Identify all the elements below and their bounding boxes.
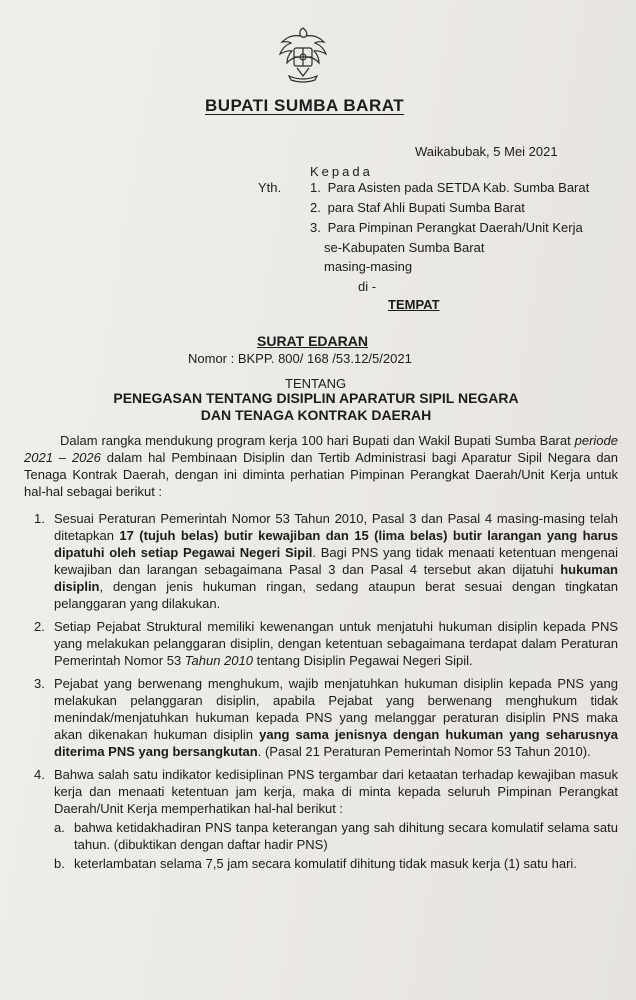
list-item: 1. Sesuai Peraturan Pemerintah Nomor 53 Tahun 2010, Pasal 3 dan Pasal 4 masing-masing telah ditetapkan 17 (tujuh belas) butir kewajiban dan 15 (lima belas) butir larangan yang harus dipatuhi oleh setiap Pegawai Negeri Sipil. Bagi PNS yang tidak menaati ketentuan mengenai kewajiban dan larangan sebagaimana Pasal 3 dan Pasal 4 tersebut akan dijatuhi hukuman disiplin, dengan jenis hukuman ringan, sedang ataupun berat sesuai dengan tingkatan pelanggaran yang dilakukan. <box>34 511 618 611</box>
recipient-1: 1. Para Asisten pada SETDA Kab. Sumba Barat <box>310 180 590 195</box>
tempat-label: TEMPAT <box>388 297 440 312</box>
letterhead-title: BUPATI SUMBA BARAT <box>205 96 405 115</box>
about-label: TENTANG <box>285 376 347 391</box>
instruction-list <box>24 510 618 878</box>
sub-item-b: b. keterlambatan selama 7,5 jam secara komulatif dihitung tidak masuk kerja (1) satu hari. <box>54 856 577 871</box>
di-label: di - <box>358 279 377 294</box>
kepada-label: Kepada <box>310 164 373 179</box>
recipient-3: 3. Para Pimpinan Perangkat Daerah/Unit Kerja <box>310 220 583 235</box>
garuda-emblem-icon <box>277 24 329 86</box>
recipient-3-cont-2: masing-masing <box>324 259 413 274</box>
subject-line-2: DAN TENAGA KONTRAK DAERAH <box>200 407 432 423</box>
circular-number: Nomor : BKPP. 800/ 168 /53.12/5/2021 <box>188 351 412 366</box>
yth-label: Yth. <box>258 180 282 195</box>
list-item: 2. Setiap Pejabat Struktural memiliki kewenangan untuk menjatuhi hukuman disiplin kepada PNS yang melakukan pelanggaran disiplin, dengan ketentuan sebagaimana terdapat dalam Peraturan Pemerintah Nomor 53 Tahun 2010 tentang Disiplin Pegawai Negeri Sipil. <box>34 619 618 668</box>
intro-paragraph: Dalam rangka mendukung program kerja 100 hari Bupati dan Wakil Bupati Sumba Barat periode 2021 – 2026 dalam hal Pembinaan Disiplin dan Tertib Administrasi bagi Aparatur Sipil Negara dan Tenaga Kontrak Daerah, dengan ini diminta perhatian Pimpinan Perangkat Daerah/Unit Kerja untuk hal-hal sebagai berikut : <box>24 433 619 499</box>
subject-line-1: PENEGASAN TENTANG DISIPLIN APARATUR SIPIL NEGARA <box>113 390 519 406</box>
circular-title: SURAT EDARAN <box>257 333 368 349</box>
recipient-3-cont-1: se-Kabupaten Sumba Barat <box>324 240 485 255</box>
sub-item-a: a. bahwa ketidakhadiran PNS tanpa keterangan yang sah dihitung secara komulatif selama satu tahun. (dibuktikan dengan daftar hadir PNS) <box>54 820 618 852</box>
recipient-2: 2. para Staf Ahli Bupati Sumba Barat <box>310 200 525 215</box>
place-date: Waikabubak, 5 Mei 2021 <box>415 144 558 159</box>
list-item: 3. Pejabat yang berwenang menghukum, wajib menjatuhkan hukuman disiplin kepada PNS yang melakukan pelanggaran disiplin, apabila Pejabat yang berwenang menghukum tidak menindak/menjatuhkan hukuman kepada PNS yang melanggar peraturan disiplin PNS maka akan dikenakan hukuman disiplin yang sama jenisnya dengan hukuman yang seharusnya diterima PNS yang bersangkutan. (Pasal 21 Peraturan Pemerintah Nomor 53 Tahun 2010). <box>34 676 618 759</box>
list-item: 4. Bahwa salah satu indikator kedisiplinan PNS tergambar dari ketaatan terhadap kewajiban masuk kerja dan menaati ketentuan jam kerja, maka di minta kepada seluruh Pimpinan Perangkat Daerah/Unit Kerja memperhatikan hal-hal berikut : a. bahwa ketidakhadiran PNS tanpa keterangan yang sah dihitung secara komulatif selama satu tahun. (dibuktikan dengan daftar hadir PNS) b. keterlambatan selama 7,5 jam secara komulatif dihitung tidak masuk kerja (1) satu hari. <box>34 767 618 871</box>
